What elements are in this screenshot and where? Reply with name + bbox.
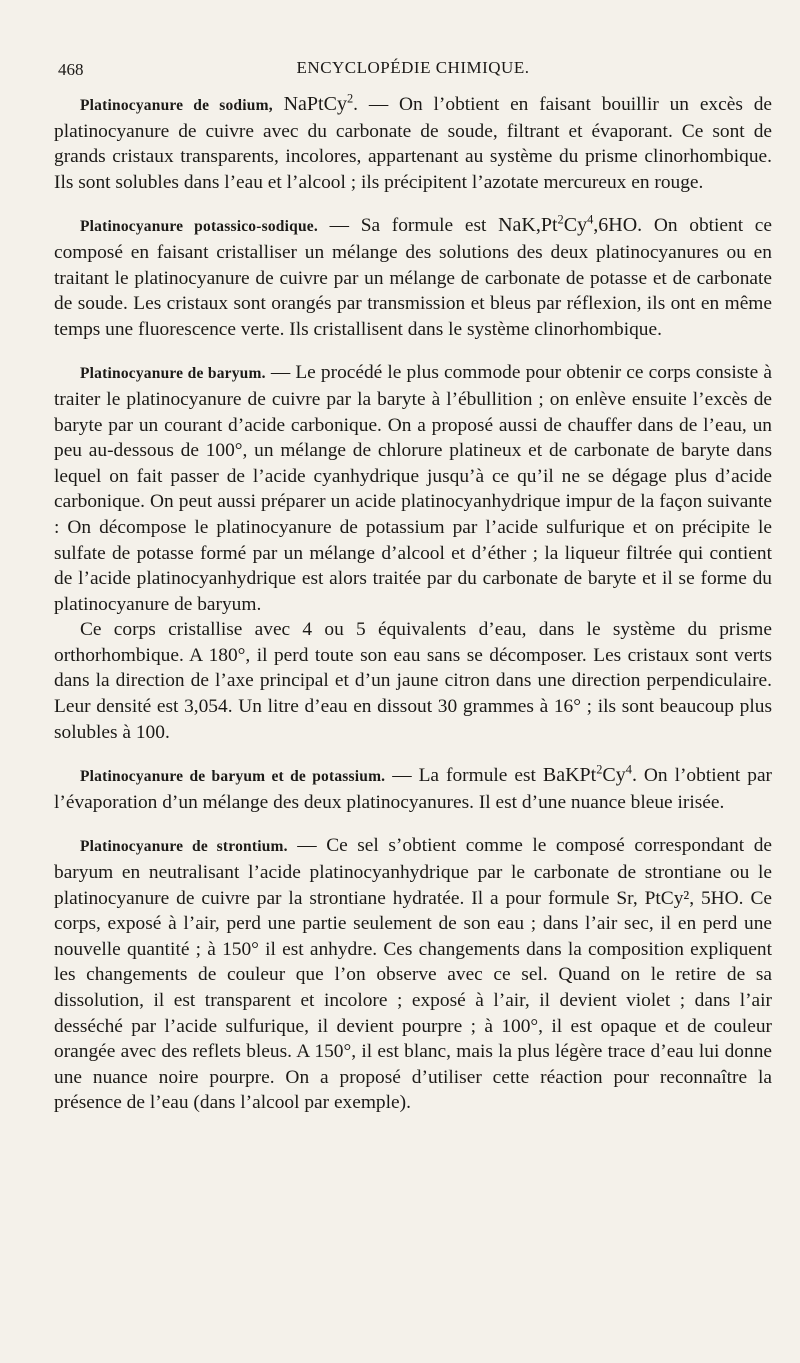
entry-strontium	[54, 833, 772, 1116]
page-header	[54, 56, 772, 82]
entry-heading: Platinocyanure de strontium.	[80, 838, 288, 856]
entry-text: — Le procédé le plus commode pour obtenir ce corps consiste à traiter le platinocyanure de cuivre par la baryte à l’ébullition ; on enlève ensuite l’excès de baryte par un courant d’acide carbonique. On a proposé aussi de chauffer dans de l’eau, un peu au-dessous de 100°, un mélange de chlorure platineux et de carbonate de baryte dans lequel on fait passer de l’acide cyanhydrique jusqu’à ce qu’il ne se dégage plus d’acide carbonique. On peut aussi préparer un acide platinocyanhydrique impur de la façon suivante : On décompose le platinocyanure de potassium par l’acide sulfurique et on précipite le sulfate de potasse formé par un mélange d’alcool et d’éther ; la liqueur filtrée qui contient de l’acide platinocyanhydrique est alors traitée par du carbonate de baryte et il se forme du platinocyanure de baryum.	[54, 362, 772, 615]
chemical-formula: NaPtCy$^2$	[283, 91, 354, 115]
entry-sodium	[54, 92, 772, 195]
entry-paragraph	[54, 360, 772, 617]
entry-text: On obtient ce composé en faisant cristalliser un mélange des solutions des deux platinocyanures ou en traitant le platinocyanure de cuivre par un mélange de carbonate de potasse et de carbonate de soude. Les cristaux sont orangés par transmission et bleus par réflexion, ils ont en même temps une fluorescence verte. Ils cristallisent dans le système clinorhombique.	[54, 215, 772, 340]
entry-text: On l’obtient par l’évaporation d’un mélange des deux platinocyanures. Il est d’une nuance bleue irisée.	[54, 765, 773, 813]
entry-heading: Platinocyanure potassico-sodique.	[80, 218, 318, 236]
entry-heading: Platinocyanure de sodium,	[80, 97, 273, 114]
entry-text: . — On l’obtient en faisant bouillir un excès de platinocyanure de cuivre avec du carbonate de soude, filtrant et évaporant. Ce sont de grands cristaux transparents, incolores, appartenant au système du prisme clinorhombique. Ils sont solubles dans l’eau et l’alcool ; ils précipitent l’azotate mercureux en rouge.	[54, 94, 772, 193]
running-title: ENCYCLOPÉDIE CHIMIQUE.	[296, 58, 530, 77]
entry-lead-text: — La formule est	[385, 765, 543, 787]
entry-potassico-sodique	[54, 213, 772, 342]
chemical-formula: NaK,Pt$^2$Cy$^4$,6HO.	[498, 212, 643, 237]
entry-paragraph	[54, 833, 772, 1116]
entry-lead-text: — Sa formule est	[317, 215, 499, 237]
chemical-formula: BaKPt$^2$Cy$^4$.	[542, 762, 637, 787]
entry-paragraph	[54, 763, 772, 815]
entry-paragraph	[54, 92, 772, 195]
entry-heading: Platinocyanure de baryum.	[80, 365, 266, 383]
entry-paragraph: Ce corps cristallise avec 4 ou 5 équivalents d’eau, dans le système du prisme orthorhombique. A 180°, il perd toute son eau sans se décomposer. Les cristaux sont verts dans la direction de l’axe principal et d’un jaune citron dans une direction perpendiculaire. Leur densité est 3,054. Un litre d’eau en dissout 30 grammes à 16° ; ils sont beaucoup plus solubles à 100.	[54, 619, 772, 743]
entry-text: — Ce sel s’obtient comme le composé correspondant de baryum en neutralisant l’acide platinocyanhydrique par le carbonate de strontiane ou le platinocyanure de cuivre par la strontiane hydratée. Il a pour formule Sr, PtCy², 5HO. Ce corps, exposé à l’air, perd une partie seulement de son eau ; dans l’air sec, il en perd une nouvelle quantité ; à 150° il est anhydre. Ces changements dans la composition expliquent les changements de couleur que l’on observe avec ce sel. Quand on le retire de sa dissolution, il est transparent et incolore ; exposé à l’air, il devient violet ; dans l’air desséché par l’acide sulfurique, il devient pourpre ; à 100°, il est opaque et de couleur orangée avec des reflets bleus. A 150°, il est blanc, mais la plus légère trace d’eau lui donne une nuance noire pourpre. On a proposé d’utiliser cette réaction pour reconnaître la présence de l’eau (dans l’alcool par exemple).	[54, 835, 773, 1114]
entry-heading: Platinocyanure de baryum et de potassium.	[80, 768, 386, 786]
entry-baryum-potassium	[54, 763, 772, 815]
entry-paragraph	[54, 213, 772, 342]
entry-baryum	[54, 360, 772, 745]
page-number: 468	[58, 60, 84, 79]
